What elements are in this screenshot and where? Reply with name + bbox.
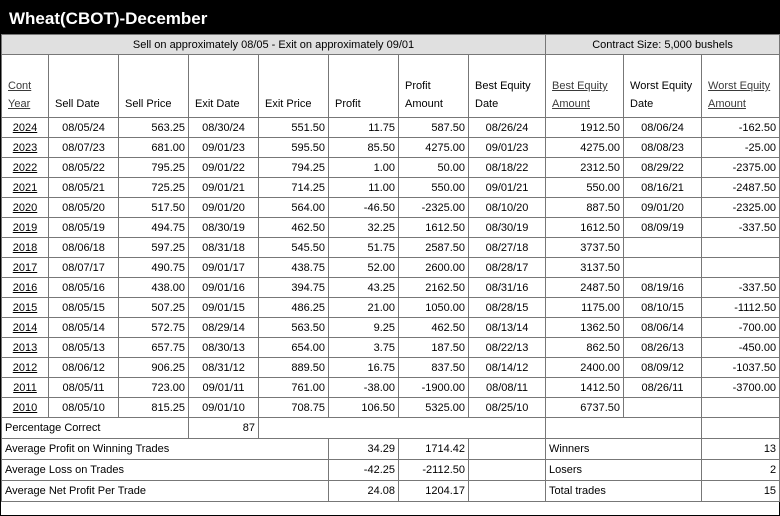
best-equity-date-cell: 08/30/19	[469, 218, 546, 238]
sell-date-cell: 08/06/12	[49, 358, 119, 378]
table-row	[2, 278, 780, 298]
worst-equity-date-cell: 08/29/22	[624, 158, 702, 178]
contract-year-link[interactable]: 2024	[2, 118, 49, 138]
best-equity-date-cell: 08/26/24	[469, 118, 546, 138]
worst-equity-amount-cell: -1037.50	[702, 358, 780, 378]
worst-equity-date-cell: 08/08/23	[624, 138, 702, 158]
sell-date-cell: 08/05/16	[49, 278, 119, 298]
sell-price-cell: 725.25	[119, 178, 189, 198]
profit-cell: 106.50	[329, 398, 399, 418]
worst-equity-amount-cell: -2375.00	[702, 158, 780, 178]
column-header[interactable]: Worst Equity Amount	[702, 55, 780, 118]
profit-amount-cell: 550.00	[399, 178, 469, 198]
worst-equity-date-cell: 08/06/14	[624, 318, 702, 338]
sell-date-cell: 08/05/11	[49, 378, 119, 398]
empty-cell	[469, 481, 546, 502]
profit-cell: 16.75	[329, 358, 399, 378]
exit-date-cell: 09/01/10	[189, 398, 259, 418]
profit-cell: 3.75	[329, 338, 399, 358]
subheader-row	[2, 35, 780, 55]
losers-value: 2	[702, 460, 780, 481]
total-trades-value: 15	[702, 481, 780, 502]
profit-cell: 51.75	[329, 238, 399, 258]
best-equity-date-cell: 08/10/20	[469, 198, 546, 218]
exit-price-cell: 486.25	[259, 298, 329, 318]
sell-price-cell: 795.25	[119, 158, 189, 178]
avg-net-amount: 1204.17	[399, 481, 469, 502]
best-equity-date-cell: 08/31/16	[469, 278, 546, 298]
contract-year-link[interactable]: 2020	[2, 198, 49, 218]
best-equity-amount-cell: 1912.50	[546, 118, 624, 138]
exit-date-cell: 08/30/24	[189, 118, 259, 138]
best-equity-date-cell: 08/08/11	[469, 378, 546, 398]
contract-year-link[interactable]: 2010	[2, 398, 49, 418]
best-equity-amount-cell: 2400.00	[546, 358, 624, 378]
empty-cell	[469, 460, 546, 481]
sell-date-cell: 08/05/15	[49, 298, 119, 318]
report-title: Wheat(CBOT)-December	[1, 1, 779, 34]
sell-price-cell: 507.25	[119, 298, 189, 318]
exit-date-cell: 09/01/17	[189, 258, 259, 278]
worst-equity-amount-cell	[702, 238, 780, 258]
sell-price-cell: 597.25	[119, 238, 189, 258]
avg-net-profit: 24.08	[329, 481, 399, 502]
sell-price-cell: 657.75	[119, 338, 189, 358]
column-header: Worst Equity Date	[624, 55, 702, 118]
profit-cell: 1.00	[329, 158, 399, 178]
sell-price-cell: 563.25	[119, 118, 189, 138]
sell-price-cell: 815.25	[119, 398, 189, 418]
profit-amount-cell: 2600.00	[399, 258, 469, 278]
profit-amount-cell: 837.50	[399, 358, 469, 378]
avg-net-label: Average Net Profit Per Trade	[2, 481, 329, 502]
profit-cell: 21.00	[329, 298, 399, 318]
exit-price-cell: 794.25	[259, 158, 329, 178]
best-equity-amount-cell: 3737.50	[546, 238, 624, 258]
column-header[interactable]: Best Equity Amount	[546, 55, 624, 118]
empty-cell	[259, 418, 546, 439]
exit-price-cell: 462.50	[259, 218, 329, 238]
column-header: Exit Date	[189, 55, 259, 118]
summary-row-avg-net	[2, 481, 780, 502]
profit-amount-cell: 50.00	[399, 158, 469, 178]
exit-price-cell: 889.50	[259, 358, 329, 378]
worst-equity-amount-cell: -2325.00	[702, 198, 780, 218]
exit-price-cell: 551.50	[259, 118, 329, 138]
exit-date-cell: 09/01/20	[189, 198, 259, 218]
best-equity-date-cell: 08/28/15	[469, 298, 546, 318]
best-equity-amount-cell: 3137.50	[546, 258, 624, 278]
sell-date-cell: 08/05/14	[49, 318, 119, 338]
profit-cell: 32.25	[329, 218, 399, 238]
worst-equity-amount-cell	[702, 258, 780, 278]
table-row	[2, 238, 780, 258]
empty-cell	[469, 439, 546, 460]
exit-price-cell: 654.00	[259, 338, 329, 358]
profit-cell: 85.50	[329, 138, 399, 158]
exit-date-cell: 08/30/19	[189, 218, 259, 238]
worst-equity-date-cell: 08/16/21	[624, 178, 702, 198]
profit-cell: -46.50	[329, 198, 399, 218]
contract-year-link[interactable]: 2014	[2, 318, 49, 338]
table-row	[2, 258, 780, 278]
sell-date-cell: 08/07/23	[49, 138, 119, 158]
column-header: Exit Price	[259, 55, 329, 118]
profit-amount-cell: 587.50	[399, 118, 469, 138]
profit-cell: 11.75	[329, 118, 399, 138]
contract-year-link[interactable]: 2017	[2, 258, 49, 278]
sell-date-cell: 08/05/24	[49, 118, 119, 138]
table-row	[2, 198, 780, 218]
worst-equity-amount-cell: -337.50	[702, 218, 780, 238]
avg-loss-label: Average Loss on Trades	[2, 460, 329, 481]
profit-amount-cell: 2587.50	[399, 238, 469, 258]
worst-equity-amount-cell: -1112.50	[702, 298, 780, 318]
pct-correct-label: Percentage Correct	[2, 418, 189, 439]
worst-equity-date-cell: 08/09/12	[624, 358, 702, 378]
exit-price-cell: 438.75	[259, 258, 329, 278]
profit-amount-cell: 2162.50	[399, 278, 469, 298]
profit-cell: 52.00	[329, 258, 399, 278]
trade-rows	[2, 118, 780, 418]
exit-date-cell: 08/31/18	[189, 238, 259, 258]
contract-year-link[interactable]: 2023	[2, 138, 49, 158]
sell-price-cell: 517.50	[119, 198, 189, 218]
best-equity-date-cell: 08/14/12	[469, 358, 546, 378]
column-header-row	[2, 55, 780, 118]
summary-row-avg-win	[2, 439, 780, 460]
best-equity-amount-cell: 550.00	[546, 178, 624, 198]
exit-price-cell: 714.25	[259, 178, 329, 198]
contract-year-link[interactable]: 2013	[2, 338, 49, 358]
best-equity-amount-cell: 862.50	[546, 338, 624, 358]
column-header: Sell Price	[119, 55, 189, 118]
worst-equity-amount-cell: -25.00	[702, 138, 780, 158]
exit-price-cell: 761.00	[259, 378, 329, 398]
best-equity-amount-cell: 887.50	[546, 198, 624, 218]
best-equity-amount-cell: 2312.50	[546, 158, 624, 178]
profit-cell: -38.00	[329, 378, 399, 398]
sell-price-cell: 494.75	[119, 218, 189, 238]
worst-equity-date-cell: 08/19/16	[624, 278, 702, 298]
contract-year-link[interactable]: 2018	[2, 238, 49, 258]
table-row	[2, 138, 780, 158]
contract-year-link[interactable]: 2015	[2, 298, 49, 318]
exit-date-cell: 08/30/13	[189, 338, 259, 358]
empty-cell	[546, 418, 702, 439]
table-row	[2, 298, 780, 318]
profit-amount-cell: 4275.00	[399, 138, 469, 158]
table-row	[2, 318, 780, 338]
worst-equity-date-cell: 08/06/24	[624, 118, 702, 138]
best-equity-amount-cell: 1362.50	[546, 318, 624, 338]
profit-cell: 11.00	[329, 178, 399, 198]
sell-price-cell: 681.00	[119, 138, 189, 158]
column-header: Sell Date	[49, 55, 119, 118]
table-row	[2, 158, 780, 178]
profit-cell: 9.25	[329, 318, 399, 338]
avg-loss-amount: -2112.50	[399, 460, 469, 481]
sell-price-cell: 490.75	[119, 258, 189, 278]
worst-equity-amount-cell: -450.00	[702, 338, 780, 358]
column-header: Profit Amount	[399, 55, 469, 118]
best-equity-date-cell: 08/22/13	[469, 338, 546, 358]
contract-year-link[interactable]: 2012	[2, 358, 49, 378]
best-equity-amount-cell: 4275.00	[546, 138, 624, 158]
contract-year-link[interactable]: 2022	[2, 158, 49, 178]
avg-win-profit: 34.29	[329, 439, 399, 460]
contract-year-link[interactable]: 2021	[2, 178, 49, 198]
winners-value: 13	[702, 439, 780, 460]
winners-label: Winners	[546, 439, 702, 460]
exit-price-cell: 394.75	[259, 278, 329, 298]
sell-date-cell: 08/05/10	[49, 398, 119, 418]
worst-equity-amount-cell: -162.50	[702, 118, 780, 138]
table-row	[2, 378, 780, 398]
profit-amount-cell: -2325.00	[399, 198, 469, 218]
best-equity-date-cell: 08/13/14	[469, 318, 546, 338]
sell-price-cell: 438.00	[119, 278, 189, 298]
summary-row-percentage	[2, 418, 780, 439]
sell-date-cell: 08/05/13	[49, 338, 119, 358]
sell-date-cell: 08/05/21	[49, 178, 119, 198]
profit-amount-cell: 1612.50	[399, 218, 469, 238]
best-equity-amount-cell: 1175.00	[546, 298, 624, 318]
table-row	[2, 178, 780, 198]
avg-win-label: Average Profit on Winning Trades	[2, 439, 329, 460]
profit-amount-cell: 462.50	[399, 318, 469, 338]
exit-date-cell: 09/01/15	[189, 298, 259, 318]
summary-row-avg-loss	[2, 460, 780, 481]
table-row	[2, 118, 780, 138]
table-row	[2, 218, 780, 238]
contract-year-link[interactable]: 2019	[2, 218, 49, 238]
sell-date-cell: 08/05/20	[49, 198, 119, 218]
contract-year-link[interactable]: 2011	[2, 378, 49, 398]
best-equity-amount-cell: 2487.50	[546, 278, 624, 298]
exit-date-cell: 08/29/14	[189, 318, 259, 338]
sell-date-cell: 08/05/22	[49, 158, 119, 178]
exit-date-cell: 09/01/21	[189, 178, 259, 198]
profit-amount-cell: -1900.00	[399, 378, 469, 398]
best-equity-amount-cell: 6737.50	[546, 398, 624, 418]
best-equity-date-cell: 08/28/17	[469, 258, 546, 278]
exit-date-cell: 09/01/11	[189, 378, 259, 398]
total-trades-label: Total trades	[546, 481, 702, 502]
exit-price-cell: 595.50	[259, 138, 329, 158]
profit-cell: 43.25	[329, 278, 399, 298]
trade-table	[1, 34, 780, 502]
losers-label: Losers	[546, 460, 702, 481]
worst-equity-amount-cell: -3700.00	[702, 378, 780, 398]
strategy-description: Sell on approximately 08/05 - Exit on approximately 09/01	[2, 35, 546, 55]
table-row	[2, 358, 780, 378]
worst-equity-date-cell: 08/26/11	[624, 378, 702, 398]
sell-date-cell: 08/05/19	[49, 218, 119, 238]
best-equity-amount-cell: 1612.50	[546, 218, 624, 238]
sell-price-cell: 906.25	[119, 358, 189, 378]
sell-date-cell: 08/06/18	[49, 238, 119, 258]
exit-price-cell: 563.50	[259, 318, 329, 338]
column-header: Profit	[329, 55, 399, 118]
worst-equity-amount-cell: -2487.50	[702, 178, 780, 198]
avg-win-amount: 1714.42	[399, 439, 469, 460]
best-equity-date-cell: 09/01/23	[469, 138, 546, 158]
worst-equity-date-cell	[624, 258, 702, 278]
contract-size: Contract Size: 5,000 bushels	[546, 35, 780, 55]
pct-correct-value: 87	[189, 418, 259, 439]
sell-price-cell: 723.00	[119, 378, 189, 398]
column-header[interactable]: Cont Year	[2, 55, 49, 118]
worst-equity-date-cell	[624, 238, 702, 258]
worst-equity-amount-cell: -700.00	[702, 318, 780, 338]
profit-amount-cell: 1050.00	[399, 298, 469, 318]
best-equity-date-cell: 08/18/22	[469, 158, 546, 178]
worst-equity-amount-cell	[702, 398, 780, 418]
exit-date-cell: 08/31/12	[189, 358, 259, 378]
exit-price-cell: 545.50	[259, 238, 329, 258]
exit-date-cell: 09/01/23	[189, 138, 259, 158]
sell-price-cell: 572.75	[119, 318, 189, 338]
table-row	[2, 338, 780, 358]
worst-equity-amount-cell: -337.50	[702, 278, 780, 298]
profit-amount-cell: 5325.00	[399, 398, 469, 418]
worst-equity-date-cell: 09/01/20	[624, 198, 702, 218]
exit-price-cell: 708.75	[259, 398, 329, 418]
worst-equity-date-cell: 08/10/15	[624, 298, 702, 318]
avg-loss-profit: -42.25	[329, 460, 399, 481]
worst-equity-date-cell: 08/26/13	[624, 338, 702, 358]
best-equity-date-cell: 08/25/10	[469, 398, 546, 418]
column-header: Best Equity Date	[469, 55, 546, 118]
contract-year-link[interactable]: 2016	[2, 278, 49, 298]
worst-equity-date-cell	[624, 398, 702, 418]
worst-equity-date-cell: 08/09/19	[624, 218, 702, 238]
empty-cell	[702, 418, 780, 439]
exit-date-cell: 09/01/16	[189, 278, 259, 298]
sell-date-cell: 08/07/17	[49, 258, 119, 278]
best-equity-amount-cell: 1412.50	[546, 378, 624, 398]
best-equity-date-cell: 08/27/18	[469, 238, 546, 258]
table-row	[2, 398, 780, 418]
exit-date-cell: 09/01/22	[189, 158, 259, 178]
best-equity-date-cell: 09/01/21	[469, 178, 546, 198]
exit-price-cell: 564.00	[259, 198, 329, 218]
profit-amount-cell: 187.50	[399, 338, 469, 358]
